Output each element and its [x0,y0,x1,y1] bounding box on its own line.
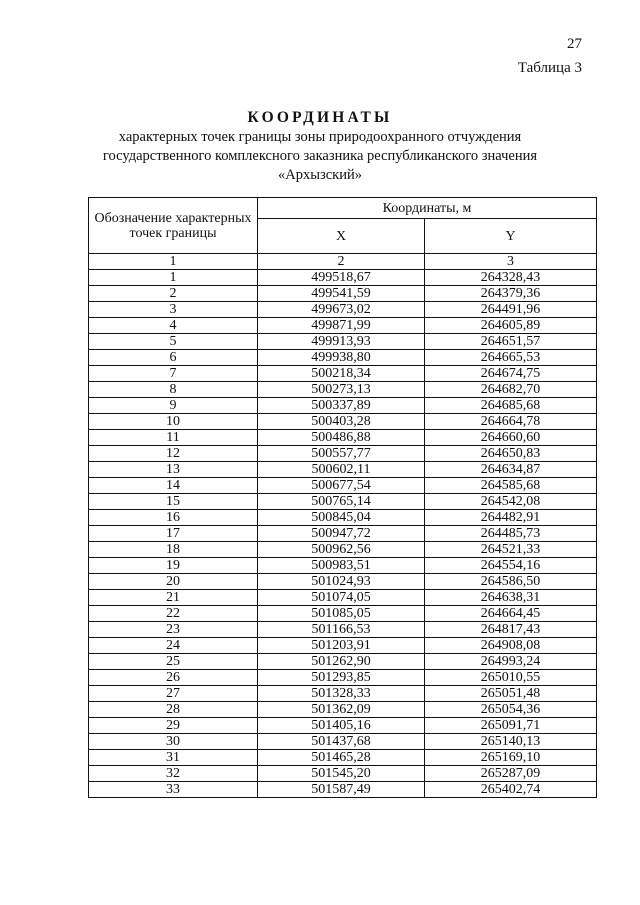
column-index-cell: 1 [89,254,258,270]
y-coordinate-cell: 264634,87 [425,462,597,478]
point-number-cell: 30 [89,734,258,750]
column-index-cell: 3 [425,254,597,270]
y-coordinate-cell: 264379,36 [425,286,597,302]
point-number-cell: 1 [89,270,258,286]
table-row [89,526,597,542]
table-row [89,734,597,750]
y-coordinate-cell: 265054,36 [425,702,597,718]
y-coordinate-cell: 264674,75 [425,366,597,382]
y-coordinate-cell: 264521,33 [425,542,597,558]
y-coordinate-cell: 264605,89 [425,318,597,334]
y-coordinate-cell: 264542,08 [425,494,597,510]
point-number-cell: 21 [89,590,258,606]
table-row [89,366,597,382]
point-number-cell: 16 [89,510,258,526]
x-coordinate-cell: 499913,93 [258,334,425,350]
x-coordinate-cell: 501085,05 [258,606,425,622]
point-number-cell: 20 [89,574,258,590]
y-coordinate-cell: 264650,83 [425,446,597,462]
point-number-cell: 3 [89,302,258,318]
x-coordinate-cell: 501024,93 [258,574,425,590]
point-number-cell: 14 [89,478,258,494]
table-row [89,350,597,366]
y-coordinate-cell: 264817,43 [425,622,597,638]
x-coordinate-cell: 501293,85 [258,670,425,686]
point-number-cell: 4 [89,318,258,334]
point-number-cell: 11 [89,430,258,446]
x-coordinate-cell: 499541,59 [258,286,425,302]
y-coordinate-cell: 264328,43 [425,270,597,286]
y-coordinate-cell: 264660,60 [425,430,597,446]
x-coordinate-cell: 501328,33 [258,686,425,702]
table-row [89,430,597,446]
x-coordinate-cell: 501545,20 [258,766,425,782]
y-coordinate-cell: 264685,68 [425,398,597,414]
x-coordinate-cell: 501074,05 [258,590,425,606]
x-coordinate-cell: 501405,16 [258,718,425,734]
y-coordinate-cell: 265169,10 [425,750,597,766]
point-number-cell: 2 [89,286,258,302]
point-number-cell: 17 [89,526,258,542]
point-number-cell: 6 [89,350,258,366]
x-coordinate-cell: 499673,02 [258,302,425,318]
table-row [89,478,597,494]
point-number-cell: 15 [89,494,258,510]
point-number-cell: 25 [89,654,258,670]
table-row [89,638,597,654]
table-row [89,750,597,766]
table-row [89,446,597,462]
heading-line-3: «Архызский» [278,167,362,183]
x-coordinate-cell: 501362,09 [258,702,425,718]
x-coordinate-cell: 500337,89 [258,398,425,414]
table-row [89,510,597,526]
x-header: X [258,219,425,254]
x-coordinate-cell: 500403,28 [258,414,425,430]
x-coordinate-cell: 500273,13 [258,382,425,398]
table-row [89,686,597,702]
y-coordinate-cell: 264585,68 [425,478,597,494]
page-number: 27 [567,36,582,52]
point-number-cell: 12 [89,446,258,462]
x-coordinate-cell: 500557,77 [258,446,425,462]
table-row [89,494,597,510]
table-row [89,398,597,414]
y-coordinate-cell: 264993,24 [425,654,597,670]
point-number-cell: 32 [89,766,258,782]
table-row [89,782,597,798]
table-row [89,414,597,430]
heading-title: КООРДИНАТЫ [247,109,393,126]
y-coordinate-cell: 264491,96 [425,302,597,318]
point-number-cell: 33 [89,782,258,798]
table-row [89,318,597,334]
table-row [89,382,597,398]
y-coordinate-cell: 265051,48 [425,686,597,702]
point-number-cell: 23 [89,622,258,638]
point-number-cell: 8 [89,382,258,398]
x-coordinate-cell: 500602,11 [258,462,425,478]
heading-line-1: характерных точек границы зоны природоохранного отчуждения [118,129,522,145]
point-number-cell: 26 [89,670,258,686]
x-coordinate-cell: 500765,14 [258,494,425,510]
table-row [89,558,597,574]
table-label: Таблица 3 [517,60,582,76]
point-number-cell: 29 [89,718,258,734]
x-coordinate-cell: 499938,80 [258,350,425,366]
y-coordinate-cell: 264485,73 [425,526,597,542]
x-coordinate-cell: 500677,54 [258,478,425,494]
y-coordinate-cell: 264664,45 [425,606,597,622]
table-row [89,718,597,734]
x-coordinate-cell: 501465,28 [258,750,425,766]
y-coordinate-cell: 265140,13 [425,734,597,750]
column-index-cell: 2 [258,254,425,270]
table-row [89,702,597,718]
x-coordinate-cell: 500947,72 [258,526,425,542]
point-number-cell: 28 [89,702,258,718]
table-row [89,270,597,286]
point-number-cell: 10 [89,414,258,430]
table-row [89,302,597,318]
table-row [89,622,597,638]
x-coordinate-cell: 501203,91 [258,638,425,654]
document-heading [0,108,640,185]
point-number-cell: 5 [89,334,258,350]
x-coordinate-cell: 500983,51 [258,558,425,574]
y-coordinate-cell: 264482,91 [425,510,597,526]
column-index-row [89,254,597,270]
point-number-cell: 13 [89,462,258,478]
coordinates-header: Координаты, м [258,198,597,219]
table-row [89,766,597,782]
y-coordinate-cell: 265287,09 [425,766,597,782]
y-coordinate-cell: 264651,57 [425,334,597,350]
table-row [89,590,597,606]
point-number-cell: 7 [89,366,258,382]
point-number-cell: 22 [89,606,258,622]
x-coordinate-cell: 500486,88 [258,430,425,446]
heading-line-2: государственного комплексного заказника республиканского значения [102,148,538,164]
point-designation-header: Обозначение характерных точек границы [89,198,258,254]
x-coordinate-cell: 499518,67 [258,270,425,286]
table-row [89,606,597,622]
table-row [89,670,597,686]
x-coordinate-cell: 501437,68 [258,734,425,750]
x-coordinate-cell: 499871,99 [258,318,425,334]
y-header: Y [425,219,597,254]
point-number-cell: 31 [89,750,258,766]
y-coordinate-cell: 264664,78 [425,414,597,430]
y-coordinate-cell: 264586,50 [425,574,597,590]
x-coordinate-cell: 500962,56 [258,542,425,558]
table-row [89,542,597,558]
point-number-cell: 27 [89,686,258,702]
point-number-cell: 19 [89,558,258,574]
x-coordinate-cell: 500218,34 [258,366,425,382]
x-coordinate-cell: 501262,90 [258,654,425,670]
y-coordinate-cell: 264908,08 [425,638,597,654]
coordinates-table [88,197,597,798]
y-coordinate-cell: 265402,74 [425,782,597,798]
table-row [89,286,597,302]
y-coordinate-cell: 265010,55 [425,670,597,686]
table-row [89,574,597,590]
table-body [89,270,597,798]
x-coordinate-cell: 501587,49 [258,782,425,798]
y-coordinate-cell: 264682,70 [425,382,597,398]
table-row [89,654,597,670]
point-number-cell: 9 [89,398,258,414]
table-row [89,462,597,478]
table-row [89,334,597,350]
y-coordinate-cell: 264665,53 [425,350,597,366]
y-coordinate-cell: 264638,31 [425,590,597,606]
point-number-cell: 24 [89,638,258,654]
y-coordinate-cell: 265091,71 [425,718,597,734]
x-coordinate-cell: 500845,04 [258,510,425,526]
x-coordinate-cell: 501166,53 [258,622,425,638]
y-coordinate-cell: 264554,16 [425,558,597,574]
point-number-cell: 18 [89,542,258,558]
